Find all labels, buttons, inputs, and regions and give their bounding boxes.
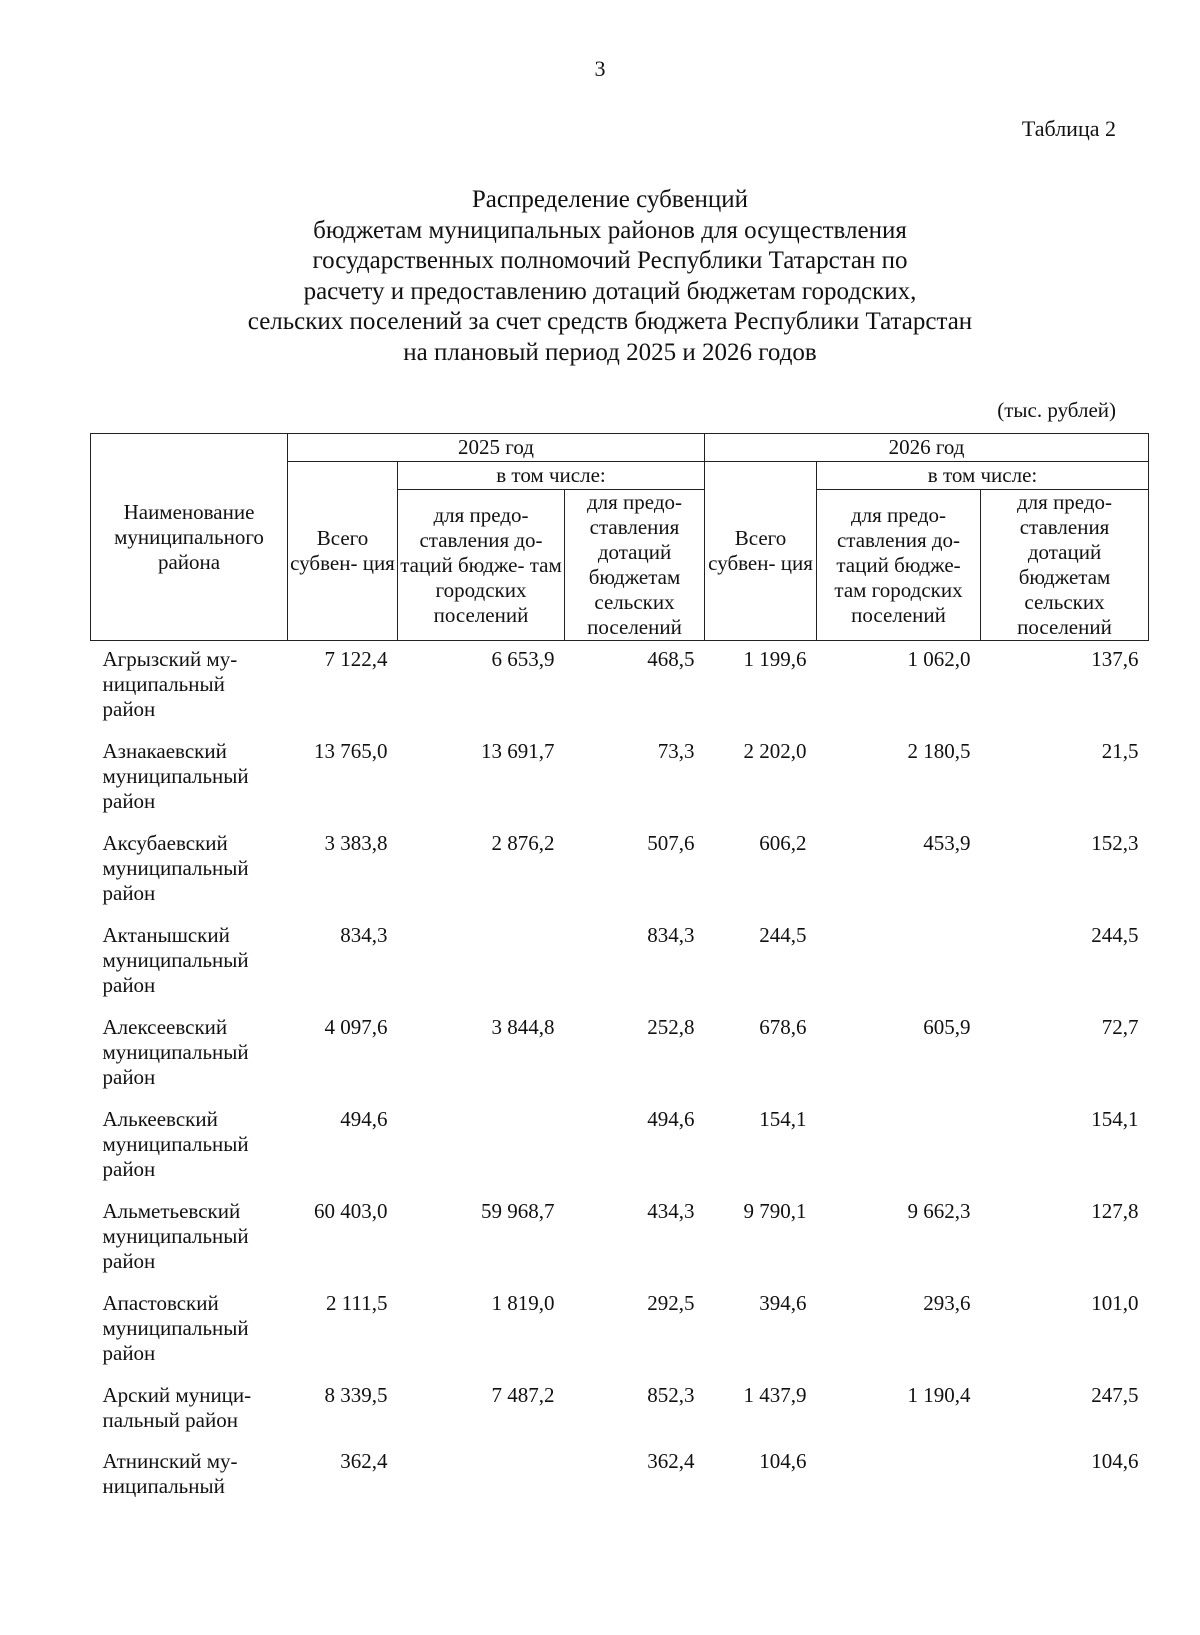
urban-2025: 7 487,2 [491, 1383, 555, 1407]
urban-2025: 1 819,0 [491, 1291, 555, 1315]
district-name: Апастовский муниципальный район [102, 1291, 249, 1365]
header-total-2026: Всего субвен- ция [705, 462, 817, 641]
total-2025: 60 403,0 [314, 1199, 388, 1223]
rural-2026: 104,6 [1091, 1449, 1139, 1473]
table-row [91, 641, 1149, 734]
title-line: государственных полномочий Республики Татарстан по [312, 247, 908, 274]
rural-2025: 252,8 [647, 1015, 695, 1039]
units-note: (тыс. рублей) [997, 398, 1116, 422]
rural-2025: 494,6 [647, 1107, 695, 1131]
total-2026: 154,1 [759, 1107, 807, 1131]
district-name: Альметьевский муниципальный район [102, 1199, 249, 1273]
header-including-2026: в том числе: [817, 462, 1149, 490]
total-2026: 394,6 [759, 1291, 807, 1315]
total-2025: 834,3 [340, 923, 388, 947]
rural-2026: 72,7 [1101, 1015, 1139, 1039]
header-rural-2026: для предо- ставления дотаций бюджетам сельских поселений [981, 490, 1149, 641]
header-including-2025: в том числе: [398, 462, 705, 490]
title-line: Распределение субвенций [471, 186, 749, 213]
district-name: Алькеевский муниципальный район [102, 1107, 249, 1181]
total-2025: 362,4 [340, 1449, 388, 1473]
header-urban-2025: для предо- ставления до- таций бюдже- там городских поселений [398, 490, 565, 641]
header-district-name: Наименование муниципального района [91, 434, 288, 641]
urban-2025: 2 876,2 [491, 831, 555, 855]
total-2026: 1 437,9 [743, 1383, 807, 1407]
rural-2026: 101,0 [1091, 1291, 1139, 1315]
district-name: Актанышский муниципальный район [102, 923, 249, 997]
document-title [150, 185, 1070, 368]
header-rural-2025: для предо- ставления дотаций бюджетам сельских поселений [565, 490, 705, 641]
subvention-table [90, 433, 1149, 1519]
total-2025: 8 339,5 [324, 1383, 388, 1407]
urban-2026: 9 662,3 [907, 1199, 971, 1223]
total-2025: 13 765,0 [314, 739, 388, 763]
urban-2025 [398, 917, 565, 1009]
header-total-2025: Всего субвен- ция [288, 462, 398, 641]
rural-2026: 152,3 [1091, 831, 1139, 855]
district-name: Агрызский му- ниципальный район [102, 647, 238, 721]
rural-2025: 852,3 [647, 1383, 695, 1407]
rural-2025: 362,4 [647, 1449, 695, 1473]
rural-2026: 127,8 [1091, 1199, 1139, 1223]
total-2026: 9 790,1 [743, 1199, 807, 1223]
total-2026: 2 202,0 [743, 739, 807, 763]
total-2026: 104,6 [759, 1449, 807, 1473]
total-2026: 606,2 [759, 831, 807, 855]
title-line: бюджетам муниципальных районов для осуществления [313, 216, 907, 244]
table-row [91, 1443, 1149, 1519]
urban-2026: 2 180,5 [907, 739, 971, 763]
header-year-2025: 2025 год [288, 434, 705, 462]
urban-2025: 59 968,7 [481, 1199, 555, 1223]
urban-2026: 1 190,4 [907, 1383, 971, 1407]
rural-2025: 834,3 [647, 923, 695, 947]
table-row [91, 1285, 1149, 1377]
rural-2026: 154,1 [1091, 1107, 1139, 1131]
title-line: расчету и предоставлению дотаций бюджетам городских, [303, 277, 917, 305]
urban-2026: 605,9 [923, 1015, 971, 1039]
total-2026: 1 199,6 [743, 647, 807, 671]
table-row [91, 1101, 1149, 1193]
urban-2026: 1 062,0 [907, 647, 971, 671]
urban-2025 [398, 1443, 565, 1519]
urban-2026 [817, 1101, 981, 1193]
table-row [91, 733, 1149, 825]
total-2026: 678,6 [759, 1015, 807, 1039]
urban-2026 [817, 1443, 981, 1519]
urban-2025: 3 844,8 [491, 1015, 555, 1039]
district-name: Арский муници- пальный район [102, 1383, 252, 1432]
district-name: Атнинский му- ниципальный [102, 1449, 238, 1498]
urban-2025: 13 691,7 [481, 739, 555, 763]
rural-2025: 507,6 [647, 831, 695, 855]
district-name: Аксубаевский муниципальный район [102, 831, 249, 905]
total-2026: 244,5 [759, 923, 807, 947]
total-2025: 2 111,5 [326, 1291, 388, 1315]
table-row [91, 825, 1149, 917]
rural-2025: 434,3 [647, 1199, 695, 1223]
table-row [91, 1193, 1149, 1285]
rural-2025: 468,5 [647, 647, 695, 671]
district-name: Азнакаевский муниципальный район [102, 739, 249, 813]
urban-2026: 293,6 [923, 1291, 971, 1315]
table-label: Таблица 2 [1021, 116, 1116, 141]
urban-2025: 6 653,9 [491, 647, 555, 671]
urban-2025 [398, 1101, 565, 1193]
total-2025: 7 122,4 [324, 647, 388, 671]
rural-2026: 244,5 [1091, 923, 1139, 947]
urban-2026 [817, 917, 981, 1009]
urban-2026: 453,9 [923, 831, 971, 855]
district-name: Алексеевский муниципальный район [102, 1015, 249, 1089]
title-line: сельских поселений за счет средств бюджета Республики Татарстан [247, 308, 973, 335]
rural-2026: 21,5 [1101, 739, 1139, 763]
rural-2026: 137,6 [1091, 647, 1139, 671]
table-row [91, 1377, 1149, 1443]
table-row [91, 917, 1149, 1009]
title-line: на плановый период 2025 и 2026 годов [403, 338, 817, 366]
total-2025: 3 383,8 [324, 831, 388, 855]
header-urban-2026: для предо- ставления до- таций бюдже- там городских поселений [817, 490, 981, 641]
rural-2025: 73,3 [657, 739, 695, 763]
total-2025: 4 097,6 [324, 1015, 388, 1039]
table-row [91, 1009, 1149, 1101]
page-number: 3 [594, 56, 606, 81]
total-2025: 494,6 [340, 1107, 388, 1131]
rural-2025: 292,5 [647, 1291, 695, 1315]
header-year-2026: 2026 год [705, 434, 1149, 462]
rural-2026: 247,5 [1091, 1383, 1139, 1407]
